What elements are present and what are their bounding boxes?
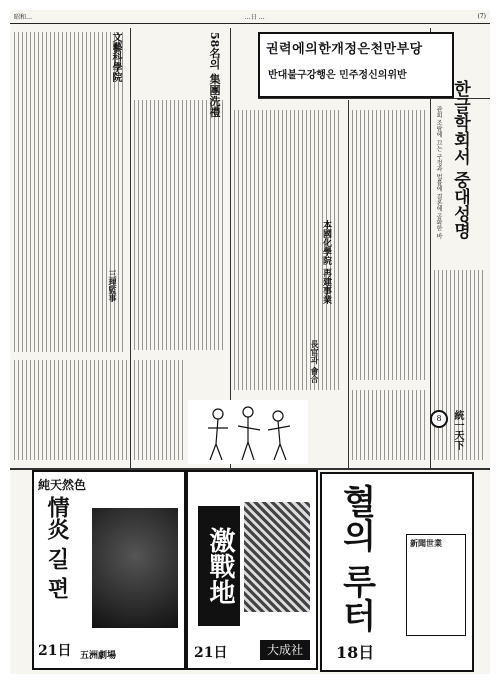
ad3-date: 18日 xyxy=(336,643,375,662)
ad3-side-box xyxy=(406,534,466,636)
headline-business: 本國化學院 再建事業 xyxy=(321,220,331,305)
newspaper-page xyxy=(10,10,490,674)
movie-ad-3 xyxy=(320,472,474,672)
circle-mark-icon: 8 xyxy=(430,410,448,428)
headline-culture: 文藝科學院 xyxy=(110,32,121,82)
ad2-date: 21日 xyxy=(194,645,228,661)
headline-changbo: 長官과 會合 xyxy=(310,340,320,383)
ad1-photo xyxy=(92,508,178,628)
masthead-left: 昭和… xyxy=(14,14,33,21)
article-text xyxy=(352,110,426,380)
headline-group: 58名의 集團洗禮 xyxy=(208,32,221,118)
banner-sub: 반대불구강행은 민주정신의위반 xyxy=(268,70,407,81)
headline-members: 三理監事 xyxy=(108,270,118,302)
ad2-title: 激戰地 xyxy=(198,506,240,626)
article-text xyxy=(134,100,226,350)
masthead-mid: …日 … xyxy=(244,14,265,21)
ad2-photo xyxy=(244,502,310,612)
ad2-cast: 大成社 xyxy=(260,640,310,660)
right-headline: 한글학회서 중대성명 xyxy=(450,80,470,239)
ad1-theater: 五洲劇場 xyxy=(80,651,117,661)
masthead-right: (7) xyxy=(477,13,486,20)
figures-illustration xyxy=(188,400,308,464)
movie-ad-1 xyxy=(32,470,186,670)
ad1-date: 21日 xyxy=(38,643,72,659)
ad3-title: 혈의 루터 xyxy=(336,484,376,632)
banner-main: 권력에의한개정은천만부당 xyxy=(266,42,423,57)
article-text xyxy=(14,360,184,460)
movie-ad-2 xyxy=(186,470,318,670)
column-rule xyxy=(348,100,349,470)
article-text xyxy=(352,390,426,460)
right-subhead: 관회 조람에 끄는 구정과 법률에 결론에 공화한 바 xyxy=(435,106,442,240)
headline-unify: 統一天下 xyxy=(452,410,463,450)
ad1-top: 純天然色 xyxy=(38,478,87,492)
banner-headline xyxy=(258,32,454,98)
ad1-title: 情炎 길 편 xyxy=(44,496,70,600)
masthead xyxy=(10,10,490,24)
ad3-side: 新聞世業 xyxy=(410,538,442,548)
